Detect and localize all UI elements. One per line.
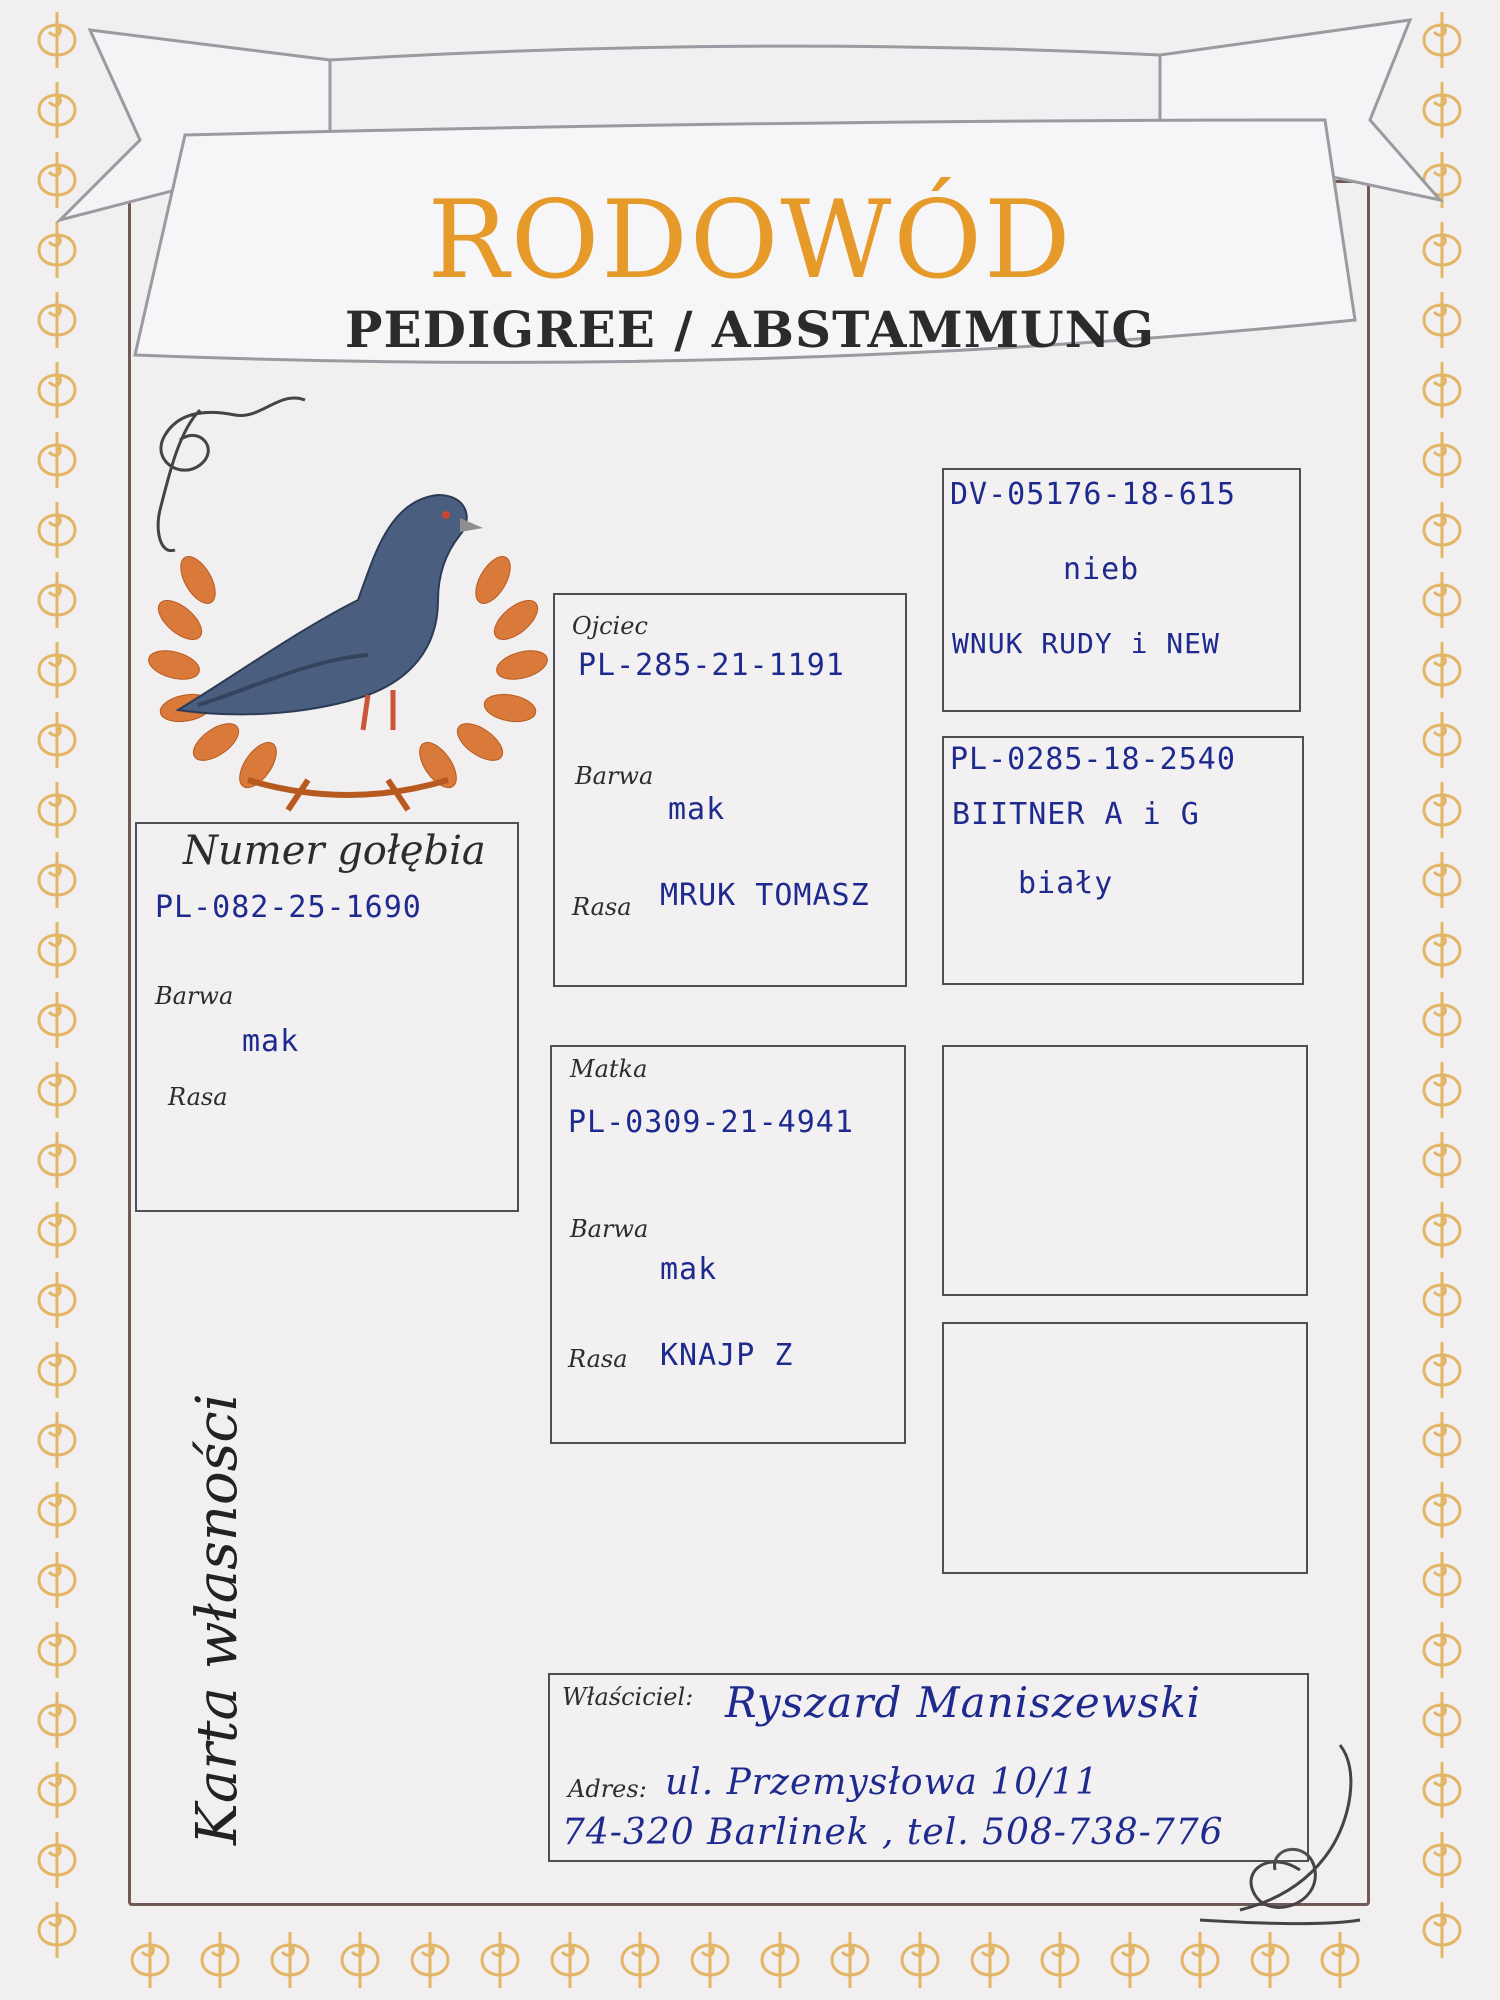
mother-number-value: PL-0309-21-4941 xyxy=(568,1105,854,1140)
grandparent-1-line3: WNUK RUDY i NEW xyxy=(952,627,1220,660)
ornament-motif xyxy=(1424,1552,1460,1608)
address-label: Adres: xyxy=(568,1775,647,1803)
ornament-motif xyxy=(39,782,75,838)
ornament-motif xyxy=(202,1932,238,1988)
pigeon-color-value: mak xyxy=(242,1024,300,1059)
father-heading: Ojciec xyxy=(572,612,648,640)
ornament-motif xyxy=(39,852,75,908)
ornament-motif xyxy=(1322,1932,1358,1988)
ornament-motif xyxy=(1424,1272,1460,1328)
mother-color-label: Barwa xyxy=(570,1215,649,1243)
ornament-motif xyxy=(39,1272,75,1328)
ornament-motif xyxy=(1424,502,1460,558)
certificate-subtitle: PEDIGREE / ABSTAMMUNG xyxy=(344,300,1156,359)
ornament-motif xyxy=(39,1552,75,1608)
bottom-ornament-border xyxy=(0,1920,1500,2000)
ornament-motif xyxy=(39,1412,75,1468)
ornament-motif xyxy=(39,1692,75,1748)
address-line1-value: ul. Przemysłowa 10/11 xyxy=(665,1762,1100,1803)
ornament-motif xyxy=(1424,782,1460,838)
ornament-motif xyxy=(412,1932,448,1988)
ornament-motif xyxy=(1424,1062,1460,1118)
grandparent-1-line1: DV-05176-18-615 xyxy=(950,477,1236,512)
pigeon-number-heading: Numer gołębia xyxy=(183,828,486,874)
ornament-motif xyxy=(692,1932,728,1988)
ornament-motif xyxy=(39,922,75,978)
grandparent-box-3 xyxy=(942,1045,1308,1296)
father-color-value: mak xyxy=(668,792,726,827)
ornament-motif xyxy=(1424,1692,1460,1748)
ornament-motif xyxy=(1424,1482,1460,1538)
ornament-motif xyxy=(762,1932,798,1988)
ornament-motif xyxy=(1424,1412,1460,1468)
ornament-motif xyxy=(272,1932,308,1988)
ornament-motif xyxy=(1424,1832,1460,1888)
grandparent-2-line2: BIITNER A i G xyxy=(952,797,1200,832)
mother-breed-label: Rasa xyxy=(568,1345,628,1373)
pigeon-color-label: Barwa xyxy=(155,982,234,1010)
pigeon-emblem-icon xyxy=(138,480,558,820)
owner-name-value: Ryszard Maniszewski xyxy=(725,1678,1202,1727)
ornament-motif xyxy=(1424,712,1460,768)
grandparent-2-line1: PL-0285-18-2540 xyxy=(950,742,1236,777)
ornament-motif xyxy=(39,1202,75,1258)
ornament-motif xyxy=(552,1932,588,1988)
ornament-motif xyxy=(1042,1932,1078,1988)
ornament-motif xyxy=(39,642,75,698)
ornament-motif xyxy=(1424,642,1460,698)
mother-breed-value: KNAJP Z xyxy=(660,1338,794,1373)
ornament-motif xyxy=(39,1062,75,1118)
pigeon-box xyxy=(135,822,519,1212)
ornament-motif xyxy=(39,712,75,768)
mother-heading: Matka xyxy=(570,1055,648,1083)
grandparent-2-line3: biały xyxy=(1018,866,1114,901)
ornament-motif xyxy=(832,1932,868,1988)
ornament-motif xyxy=(39,572,75,628)
ornament-motif xyxy=(1424,1762,1460,1818)
ornament-motif xyxy=(1182,1932,1218,1988)
ornament-motif xyxy=(342,1932,378,1988)
ornament-motif xyxy=(39,1482,75,1538)
father-color-label: Barwa xyxy=(575,762,654,790)
ownership-card-caption: Karta własności xyxy=(185,1393,250,1845)
ornament-motif xyxy=(482,1932,518,1988)
father-number-value: PL-285-21-1191 xyxy=(578,648,845,683)
ornament-motif xyxy=(1424,1132,1460,1188)
owner-label: Właściciel: xyxy=(562,1683,694,1711)
ornament-motif xyxy=(1424,432,1460,488)
certificate-title: RODOWÓD xyxy=(427,178,1073,303)
ornament-motif xyxy=(1424,852,1460,908)
ornament-motif xyxy=(1424,572,1460,628)
ornament-motif xyxy=(39,502,75,558)
ornament-motif xyxy=(1424,1622,1460,1678)
grandparent-box-4 xyxy=(942,1322,1308,1574)
ornament-motif xyxy=(1252,1932,1288,1988)
ornament-motif xyxy=(39,1342,75,1398)
ornament-motif xyxy=(39,1762,75,1818)
father-breed-label: Rasa xyxy=(572,893,632,921)
ornament-motif xyxy=(132,1932,168,1988)
mother-color-value: mak xyxy=(660,1252,718,1287)
ornament-motif xyxy=(39,1622,75,1678)
ornament-motif xyxy=(1424,922,1460,978)
ornament-motif xyxy=(972,1932,1008,1988)
father-breed-value: MRUK TOMASZ xyxy=(660,878,870,913)
ornament-motif xyxy=(622,1932,658,1988)
ornament-motif xyxy=(39,1132,75,1188)
ornament-motif xyxy=(39,1832,75,1888)
ornament-motif xyxy=(39,992,75,1048)
ornament-motif xyxy=(1112,1932,1148,1988)
ornament-motif xyxy=(39,432,75,488)
pigeon-breed-label: Rasa xyxy=(168,1083,228,1111)
ornament-motif xyxy=(902,1932,938,1988)
grandparent-1-line2: nieb xyxy=(1063,552,1140,587)
ornament-motif xyxy=(1424,1202,1460,1258)
pigeon-number-value: PL-082-25-1690 xyxy=(155,890,422,925)
ornament-motif xyxy=(1424,1342,1460,1398)
ornament-motif xyxy=(1424,992,1460,1048)
address-line2-value: 74-320 Barlinek , tel. 508-738-776 xyxy=(562,1812,1224,1853)
